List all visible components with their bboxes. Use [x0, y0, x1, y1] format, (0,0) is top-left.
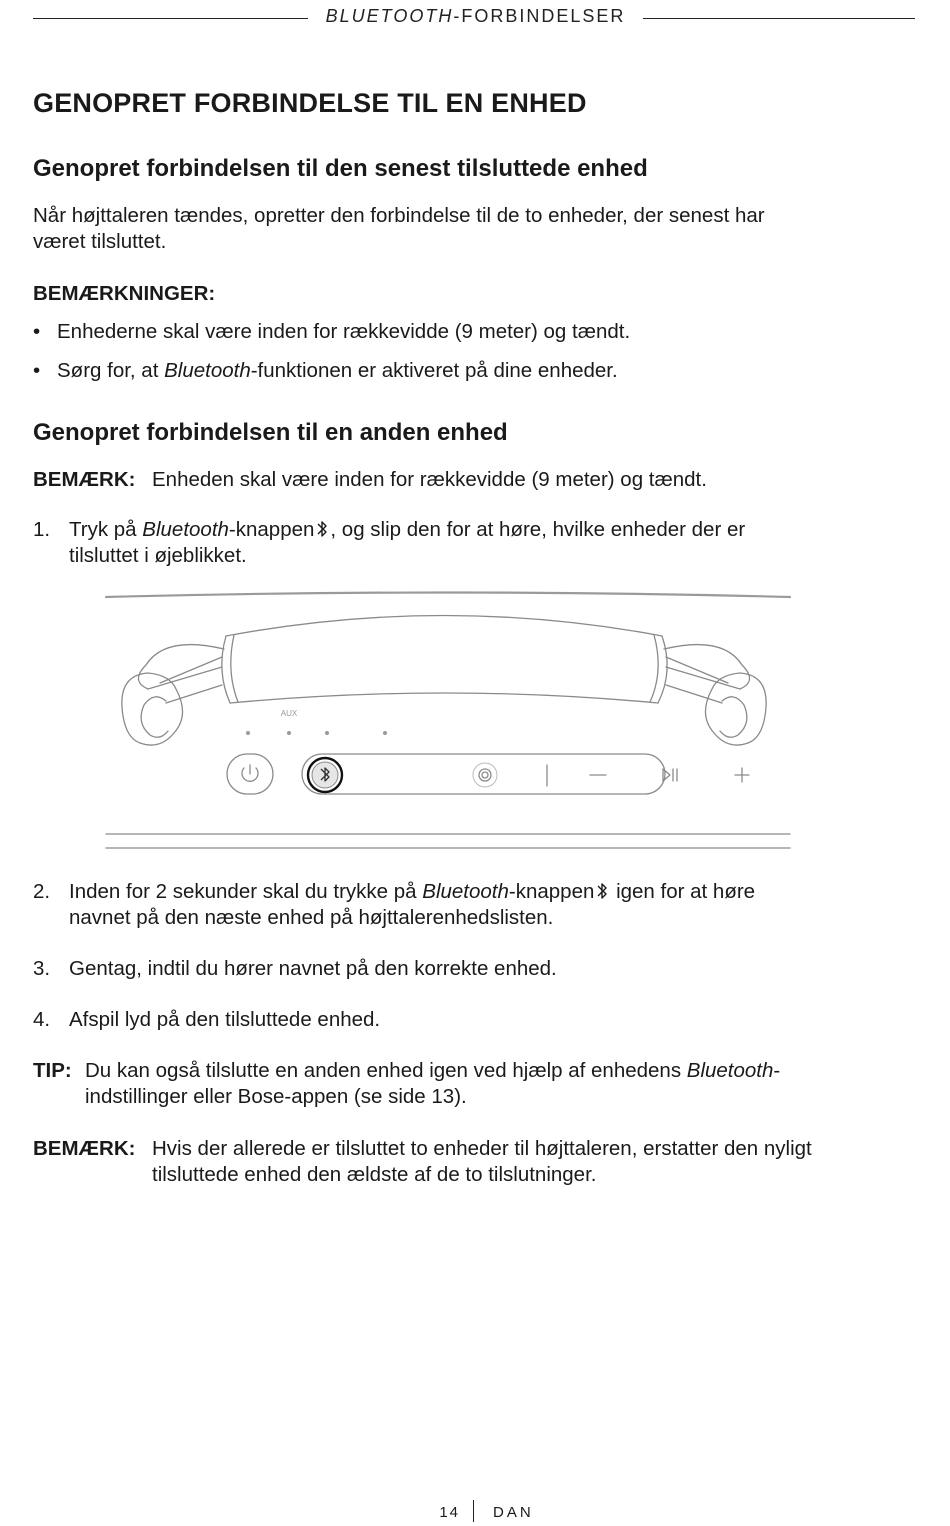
page-footer: [0, 1500, 950, 1526]
intro-line-1: Når højttaleren tændes, opretter den forbindelse til de to enheder, der senest har: [33, 204, 765, 227]
step-text: Tryk på Bluetooth-knappen , og slip den for at høre, hvilke enheder der er tilsluttet i øjeblikket.: [69, 518, 746, 567]
step-text: Inden for 2 sekunder skal du trykke på Bluetooth-knappen igen for at høre navnet på den næste enhed på højttalerenhedslisten.: [69, 880, 756, 929]
step-text: Gentag, indtil du hører navnet på den korrekte enhed.: [69, 957, 557, 980]
speaker-illustration: [100, 585, 800, 860]
note-text: Hvis der allerede er tilsluttet to enheder til højttaleren, erstatter den nyligt tilsluttede enhed den ældste af de to tilslutninger.: [152, 1137, 812, 1186]
step-number: 1.: [33, 518, 51, 541]
aux-label: AUX: [280, 709, 298, 718]
tip-text: Du kan også tilslutte en anden enhed igen ved hjælp af enhedens Bluetooth- indstillinger eller Bose-appen (se side 13).: [85, 1059, 781, 1108]
bullet-mark: •: [33, 359, 41, 382]
running-header: [33, 6, 915, 30]
bluetooth-icon: [316, 519, 328, 539]
intro-line-2: været tilsluttet.: [33, 230, 167, 253]
footer-divider: [473, 1500, 474, 1522]
note-label: BEMÆRK:: [33, 468, 136, 491]
page-number: 14: [439, 1504, 460, 1521]
header-rule-left: [33, 18, 308, 19]
tip-label: TIP:: [33, 1059, 72, 1082]
note-text: Enheden skal være inden for rækkevidde (9 meter) og tændt.: [152, 468, 707, 491]
notes-label: BEMÆRKNINGER:: [33, 282, 216, 305]
note-label: BEMÆRK:: [33, 1137, 136, 1160]
intro-paragraph: [33, 203, 913, 255]
bullet-text: Enhederne skal være inden for rækkevidde (9 meter) og tændt.: [57, 320, 631, 343]
section-heading-other-device: Genopret forbindelsen til en anden enhed: [33, 419, 508, 446]
section-heading-last-device: Genopret forbindelsen til den senest tilsluttede enhed: [33, 155, 648, 182]
bullet-text: Sørg for, at Bluetooth-funktionen er aktiveret på dine enheder.: [57, 359, 618, 382]
bluetooth-icon: [596, 881, 608, 901]
language-code: DAN: [493, 1504, 534, 1521]
page-title: GENOPRET FORBINDELSE TIL EN ENHED: [33, 88, 587, 118]
header-rule-right: [643, 18, 915, 19]
step-number: 3.: [33, 957, 51, 980]
step-number: 2.: [33, 880, 51, 903]
bullet-mark: •: [33, 320, 41, 343]
step-number: 4.: [33, 1008, 51, 1031]
header-title: BLUETOOTH-FORBINDELSER: [325, 6, 626, 26]
step-text: Afspil lyd på den tilsluttede enhed.: [69, 1008, 381, 1031]
